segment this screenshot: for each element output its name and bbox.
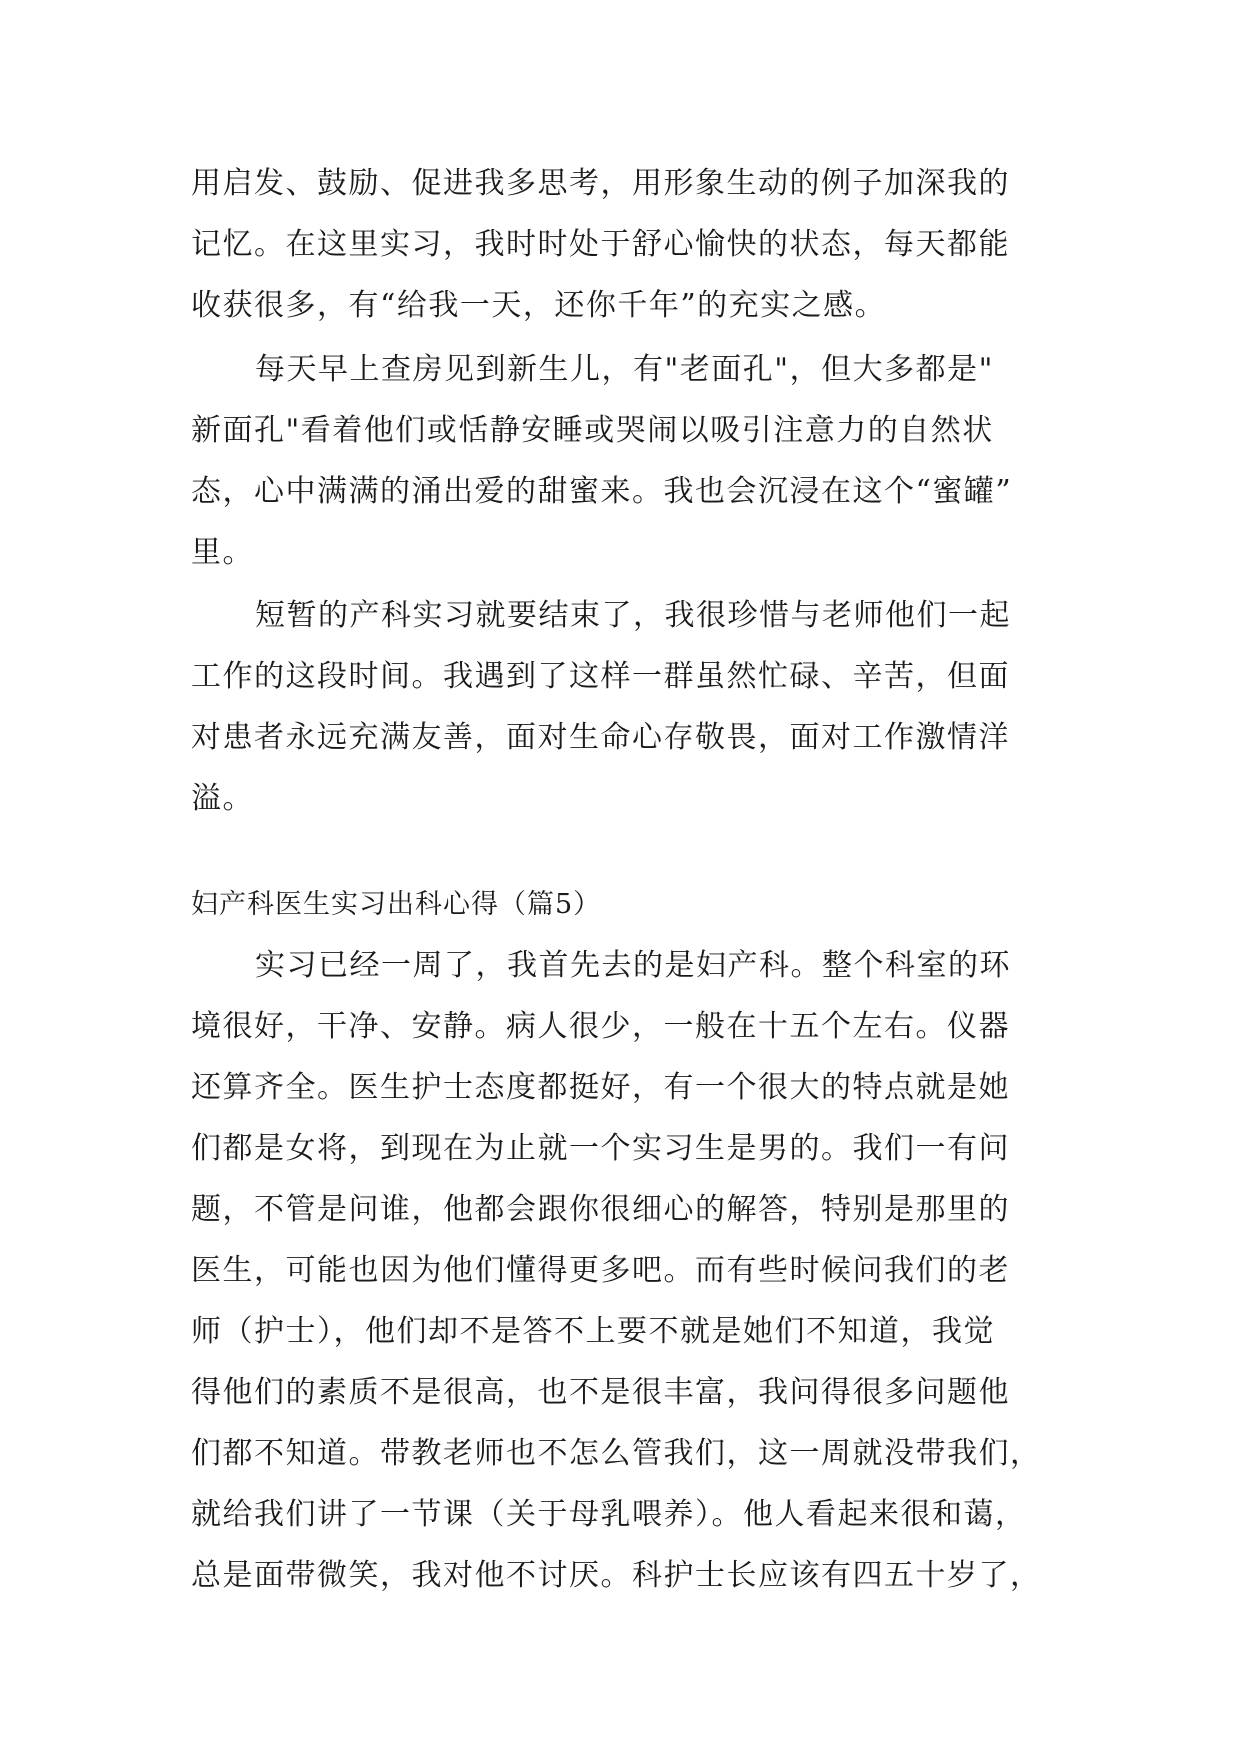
paragraph-line: 得他们的素质不是很高，也不是很丰富，我问得很多问题他 <box>191 1375 1010 1410</box>
paragraph-line: 记忆。在这里实习，我时时处于舒心愉快的状态，每天都能 <box>191 227 1010 262</box>
paragraph-line: 总是面带微笑，我对他不讨厌。科护士长应该有四五十岁了， <box>191 1558 1042 1593</box>
paragraph-line: 师（护士），他们却不是答不上要不就是她们不知道，我觉 <box>191 1314 995 1349</box>
section-heading: 妇产科医生实习出科心得（篇5） <box>191 889 602 920</box>
paragraph-line: 短暂的产科实习就要结束了，我很珍惜与老师他们一起 <box>255 598 1011 633</box>
paragraph-line: 里。 <box>191 535 254 570</box>
paragraph-line: 实习已经一周了，我首先去的是妇产科。整个科室的环 <box>255 948 1011 983</box>
paragraph-line: 收获很多，有“给我一天，还你千年”的充实之感。 <box>191 288 887 323</box>
paragraph-line: 对患者永远充满友善，面对生命心存敬畏，面对工作激情洋 <box>191 720 1010 755</box>
paragraph-line: 还算齐全。医生护士态度都挺好，有一个很大的特点就是她 <box>191 1070 1010 1105</box>
paragraph-line: 题，不管是问谁，他都会跟你很细心的解答，特别是那里的 <box>191 1192 1010 1227</box>
paragraph-line: 态，心中满满的涌出爱的甜蜜来。我也会沉浸在这个“蜜罐” <box>191 474 1013 509</box>
paragraph-line: 境很好，干净、安静。病人很少，一般在十五个左右。仪器 <box>191 1009 1010 1044</box>
paragraph-line: 们都是女将，到现在为止就一个实习生是男的。我们一有问 <box>191 1131 1010 1166</box>
paragraph-line: 医生，可能也因为他们懂得更多吧。而有些时候问我们的老 <box>191 1253 1010 1288</box>
paragraph-line: 们都不知道。带教老师也不怎么管我们，这一周就没带我们， <box>191 1436 1042 1471</box>
paragraph-line: 每天早上查房见到新生儿，有"老面孔"，但大多都是" <box>255 352 994 387</box>
paragraph-line: 工作的这段时间。我遇到了这样一群虽然忙碌、辛苦，但面 <box>191 659 1010 694</box>
paragraph-line: 新面孔"看着他们或恬静安睡或哭闹以吸引注意力的自然状 <box>191 413 994 448</box>
paragraph-line: 用启发、鼓励、促进我多思考，用形象生动的例子加深我的 <box>191 166 1010 201</box>
paragraph-line: 就给我们讲了一节课（关于母乳喂养）。他人看起来很和蔼， <box>191 1497 1027 1532</box>
paragraph-line: 溢。 <box>191 781 254 816</box>
